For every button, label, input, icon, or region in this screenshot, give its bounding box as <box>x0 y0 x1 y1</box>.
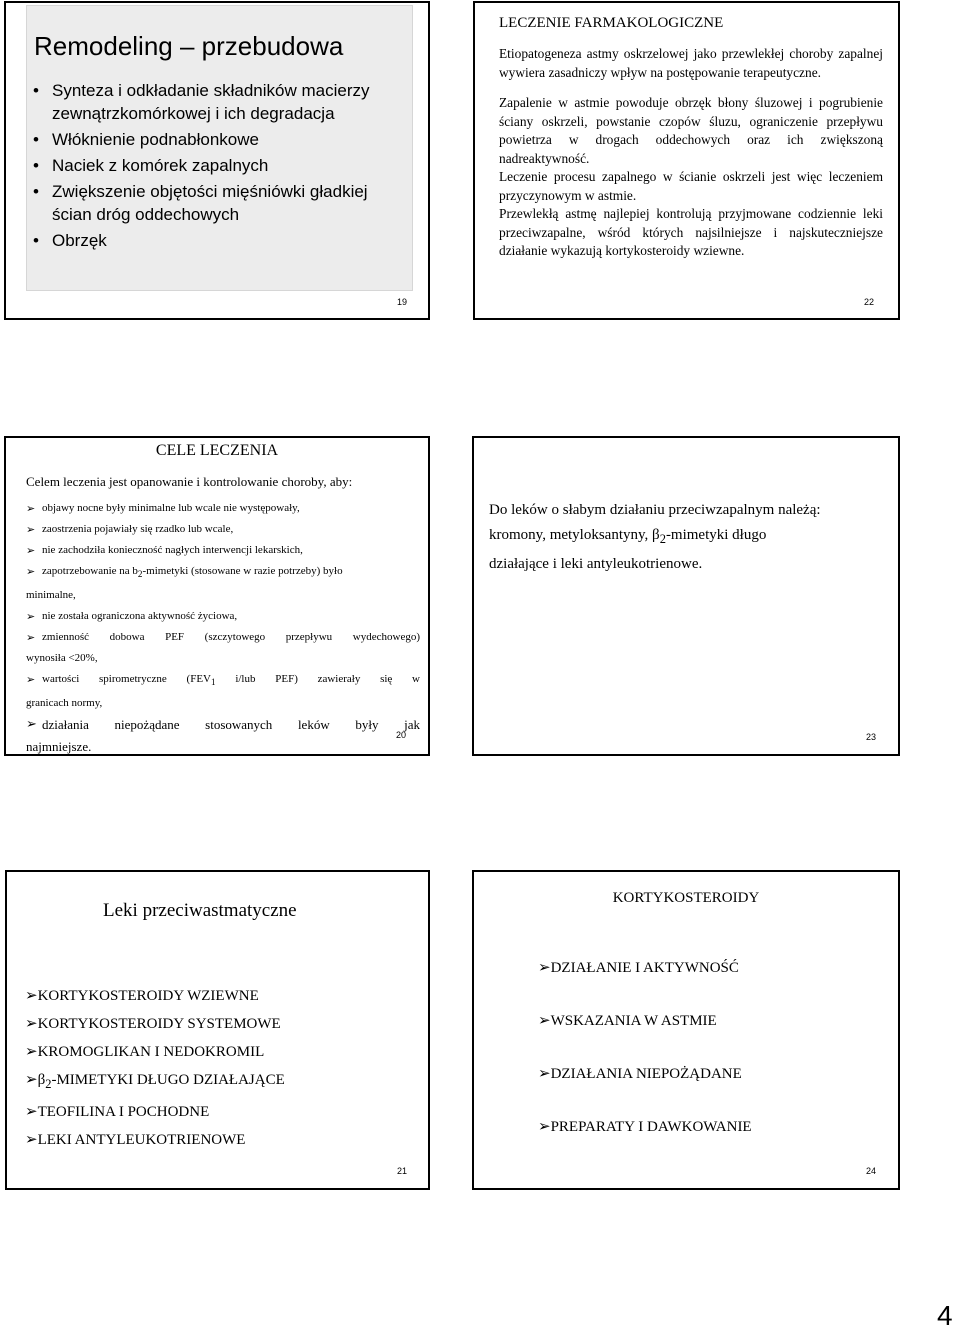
list-item <box>25 1098 285 1126</box>
list-item-text: granicach normy, <box>26 697 103 710</box>
list-item <box>25 1126 285 1154</box>
list-item-text: Synteza i odkładanie składników macierzy zewnątrzkomórkowej i ich degradacja <box>52 81 370 123</box>
slide-number: 20 <box>396 730 407 740</box>
subscript: 2 <box>45 1077 52 1091</box>
bullet-icon: • <box>33 182 39 201</box>
slide-body <box>499 45 883 261</box>
bullet-icon: • <box>33 81 39 100</box>
list-item <box>25 1010 285 1038</box>
list-item-text: Obrzęk <box>52 231 107 250</box>
list-item-text: zmienność dobowa PEF (szczytowego przepływu wydechowego) <box>42 631 420 644</box>
list-item <box>26 627 420 669</box>
arrow-bullet-icon: ➢ <box>25 1070 38 1088</box>
body-line: Do leków o słabym działaniu przeciwzapalnym należą: <box>489 502 821 518</box>
list-item <box>538 1113 752 1140</box>
body-line <box>489 523 889 552</box>
paragraph: Zapalenie w astmie powoduje obrzęk błony śluzowej i pogrubienie ściany oskrzeli, powstanie czopów śluzu, ograniczenie przepływu powietrza w drogach oddechowych oraz ich zwiększoną nadreaktywność. <box>499 95 883 166</box>
arrow-bullet-icon: ➢ <box>25 1042 38 1060</box>
slide-intro: Celem leczenia jest opanowanie i kontrolowanie choroby, aby: <box>26 474 353 489</box>
topic-list <box>538 954 752 1166</box>
list-item-text: nie zachodziła konieczność nagłych interwencji lekarskich, <box>42 544 303 556</box>
arrow-bullet-icon: ➢ <box>26 631 36 645</box>
list-item <box>538 954 752 981</box>
paragraph: Leczenie procesu zapalnego w ścianie oskrzeli jest więc leczeniem przyczynowym w astmie. <box>499 169 883 203</box>
drug-list <box>25 982 285 1154</box>
list-item <box>26 540 420 561</box>
list-item <box>31 180 411 226</box>
list-item <box>538 1007 752 1034</box>
body-line: działające i leki antyleukotrienowe. <box>489 556 703 572</box>
list-item-text: -mimetyki (stosowane w razie potrzeby) było <box>142 565 343 577</box>
list-item <box>26 606 420 627</box>
goals-list <box>26 498 420 758</box>
list-item-text: Zwiększenie objętości mięśniówki gładkiej ścian dróg oddechowych <box>52 182 368 224</box>
list-item-text: Włóknienie podnabłonkowe <box>52 130 259 149</box>
slide-23 <box>472 436 900 756</box>
list-item-text: najmniejsze. <box>26 739 92 755</box>
slide-24 <box>472 870 900 1190</box>
list-item-text: nie została ograniczona aktywność życiowa, <box>42 610 238 623</box>
list-item <box>538 1060 752 1087</box>
list-item <box>26 669 420 714</box>
beta-symbol: β <box>652 527 660 543</box>
list-item-text: -MIMETYKI DŁUGO DZIAŁAJĄCE <box>51 1072 285 1088</box>
slide-title: Leki przeciwastmatyczne <box>103 900 297 921</box>
arrow-bullet-icon: ➢ <box>25 1102 38 1120</box>
page-number: 4 <box>937 1300 953 1331</box>
list-item-text: i/lub PEF) zawierały się w <box>215 673 420 686</box>
slide-22 <box>473 1 900 320</box>
arrow-bullet-icon: ➢ <box>538 1011 551 1029</box>
list-item-text: zapotrzebowanie na b <box>42 565 138 577</box>
list-item-text: KROMOGLIKAN I NEDOKROMIL <box>37 1044 265 1060</box>
list-item-text: LEKI ANTYLEUKOTRIENOWE <box>37 1132 246 1148</box>
subscript: 2 <box>659 532 666 546</box>
slide-number: 23 <box>866 732 877 742</box>
slide-title: LECZENIE FARMAKOLOGICZNE <box>499 15 724 31</box>
slide-body <box>489 498 889 577</box>
list-item <box>26 561 420 606</box>
bullet-icon: • <box>33 156 39 175</box>
bullet-list <box>31 79 411 255</box>
slide-number: 24 <box>866 1166 877 1176</box>
arrow-bullet-icon: ➢ <box>25 1130 38 1148</box>
list-item-text: KORTYKOSTEROIDY WZIEWNE <box>37 988 259 1004</box>
list-item <box>31 128 411 151</box>
list-item <box>31 79 411 125</box>
list-item-text: DZIAŁANIE I AKTYWNOŚĆ <box>550 960 739 976</box>
slide-title: KORTYKOSTEROIDY <box>612 890 760 906</box>
arrow-bullet-icon: ➢ <box>25 1014 38 1032</box>
list-item-text: WSKAZANIA W ASTMIE <box>550 1013 717 1029</box>
slide-number: 19 <box>397 297 408 307</box>
paragraph: Przewlekłą astmę najlepiej kontrolują przyjmowane codziennie leki przeciwzapalne, wśród których najsilniejsze i najskuteczniejsze działanie wykazują kortykosteroidy wziewne. <box>499 206 883 258</box>
list-item-text: PREPARATY I DAWKOWANIE <box>550 1119 752 1135</box>
slide-19 <box>4 1 430 320</box>
beta-symbol: β <box>37 1072 46 1088</box>
bullet-icon: • <box>33 231 39 250</box>
slide-20 <box>4 436 430 756</box>
list-item <box>25 982 285 1010</box>
list-item-text: Naciek z komórek zapalnych <box>52 156 269 175</box>
arrow-bullet-icon: ➢ <box>25 986 38 1004</box>
list-item-text: wynosiła <20%, <box>26 652 98 665</box>
list-item <box>31 154 411 177</box>
list-item <box>26 519 420 540</box>
slide-title: CELE LECZENIA <box>155 442 279 459</box>
arrow-bullet-icon: ➢ <box>26 610 36 624</box>
arrow-bullet-icon: ➢ <box>26 523 36 536</box>
arrow-bullet-icon: ➢ <box>26 544 36 557</box>
list-item <box>25 1066 285 1098</box>
arrow-bullet-icon: ➢ <box>26 502 36 515</box>
list-item-text: działania niepożądane stosowanych leków były jak <box>42 717 420 733</box>
arrow-bullet-icon: ➢ <box>538 1117 551 1135</box>
arrow-bullet-icon: ➢ <box>26 673 36 687</box>
list-item <box>26 498 420 519</box>
arrow-bullet-icon: ➢ <box>538 958 551 976</box>
list-item-text: DZIAŁANIA NIEPOŻĄDANE <box>550 1066 742 1082</box>
body-text: kromony, metyloksantyny, <box>489 527 653 543</box>
body-text: -mimetyki długo <box>665 527 767 543</box>
paragraph: Etiopatogeneza astmy oskrzelowej jako przewlekłej choroby zapalnej wywiera zasadniczy wpływ na postępowanie terapeutyczne. <box>499 46 883 80</box>
list-item <box>25 1038 285 1066</box>
list-item <box>26 714 420 758</box>
list-item-text: wartości spirometryczne (FEV <box>42 673 211 686</box>
list-item-text: TEOFILINA I POCHODNE <box>37 1104 210 1120</box>
arrow-bullet-icon: ➢ <box>538 1064 551 1082</box>
list-item <box>31 229 411 252</box>
subscript: 2 <box>137 569 143 580</box>
arrow-bullet-icon: ➢ <box>26 717 37 733</box>
slide-number: 22 <box>864 297 875 307</box>
subscript: 1 <box>211 677 216 688</box>
bullet-icon: • <box>33 130 39 149</box>
slide-title: Remodeling – przebudowa <box>34 31 344 61</box>
slide-number: 21 <box>397 1166 408 1176</box>
list-item-text: objawy nocne były minimalne lub wcale nie występowały, <box>42 502 300 514</box>
list-item-text: minimalne, <box>26 589 76 602</box>
list-item-text: KORTYKOSTEROIDY SYSTEMOWE <box>37 1016 281 1032</box>
slide-21 <box>5 870 430 1190</box>
list-item-text: zaostrzenia pojawiały się rzadko lub wcale, <box>42 523 234 535</box>
arrow-bullet-icon: ➢ <box>26 565 36 578</box>
